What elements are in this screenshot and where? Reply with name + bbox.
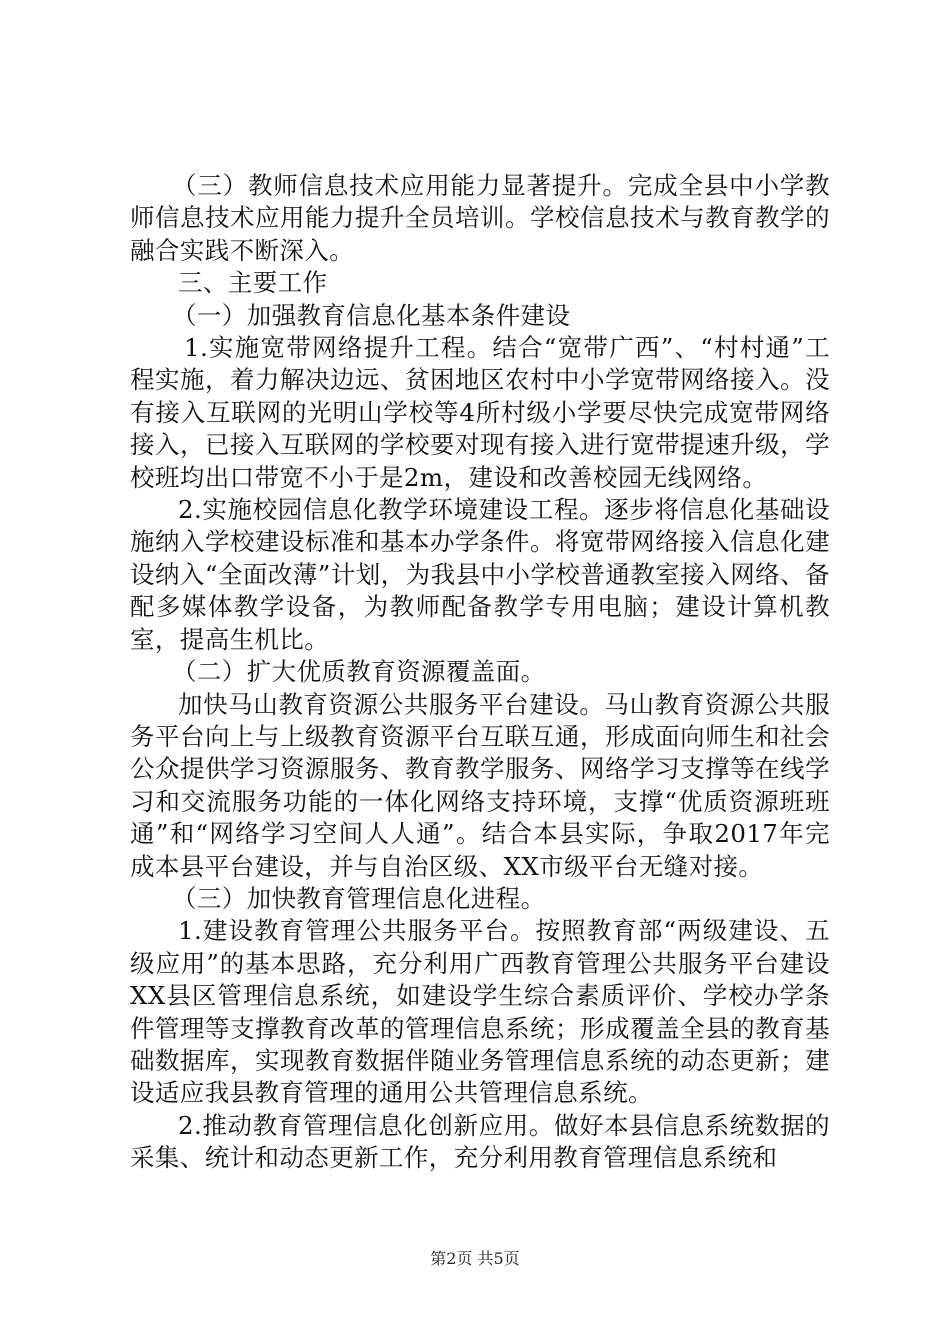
paragraph-campus-environment: 2.实施校园信息化教学环境建设工程。逐步将信息化基础设施纳入学校建设标准和基本办学条件。将宽带网络接入信息化建设纳入“全面改薄”计划，为我县中小学校普通教室接入网络、备配多媒体教学设备，为教师配备教学专用电脑；建设计算机教室，提高生机比。 <box>130 495 830 654</box>
heading-main-work: 三、主要工作 <box>178 268 328 298</box>
paragraph-management-innovation: 2.推动教育管理信息化创新应用。做好本县信息系统数据的采集、统计和动态更新工作，充分利用教育管理信息系统和 <box>130 1110 830 1173</box>
paragraph-broadband: 1.实施宽带网络提升工程。结合“宽带广西”、“村村通”工程实施，着力解决边远、贫困地区农村中小学宽带网络接入。没有接入互联网的光明山学校等4所村级小学要尽快完成宽带网络接入，已接入互联网的学校要对现有接入进行宽带提速升级，学校班均出口带宽不小于是2m，建设和改善校园无线网络。 <box>130 333 830 492</box>
heading-basic-conditions: （一）加强教育信息化基本条件建设 <box>172 300 571 330</box>
document-body <box>130 170 830 1175</box>
page-footer: 第2页 共5页 <box>430 1249 520 1268</box>
paragraph-management-platform: 1.建设教育管理公共服务平台。按照教育部“两级建设、五级应用”的基本思路，充分利用广西教育管理公共服务平台建设XX县区管理信息系统，如建设学生综合素质评价、学校办学条件管理等支撑教育改革的管理信息系统；形成覆盖全县的教育基础数据库，实现教育数据伴随业务管理信息系统的动态更新；建设适应我县教育管理的通用公共管理信息系统。 <box>130 916 830 1108</box>
heading-quality-resources: （二）扩大优质教育资源覆盖面。 <box>172 657 546 687</box>
paragraph-teacher-ability: （三）教师信息技术应用能力显著提升。完成全县中小学教师信息技术应用能力提升全员培训。学校信息技术与教育教学的融合实践不断深入。 <box>130 171 830 265</box>
paragraph-resource-platform: 加快马山教育资源公共服务平台建设。马山教育资源公共服务平台向上与上级教育资源平台互联互通，形成面向师生和社会公众提供学习资源服务、教育教学服务、网络学习支撑等在线学习和交流服务功能的一体化网络支持环境，支撑“优质资源班班通”和“网络学习空间人人通”。结合本县实际，争取2017年完成本县平台建设，并与自治区级、XX市级平台无缝对接。 <box>130 689 830 881</box>
heading-management-informatization: （三）加快教育管理信息化进程。 <box>172 883 546 913</box>
